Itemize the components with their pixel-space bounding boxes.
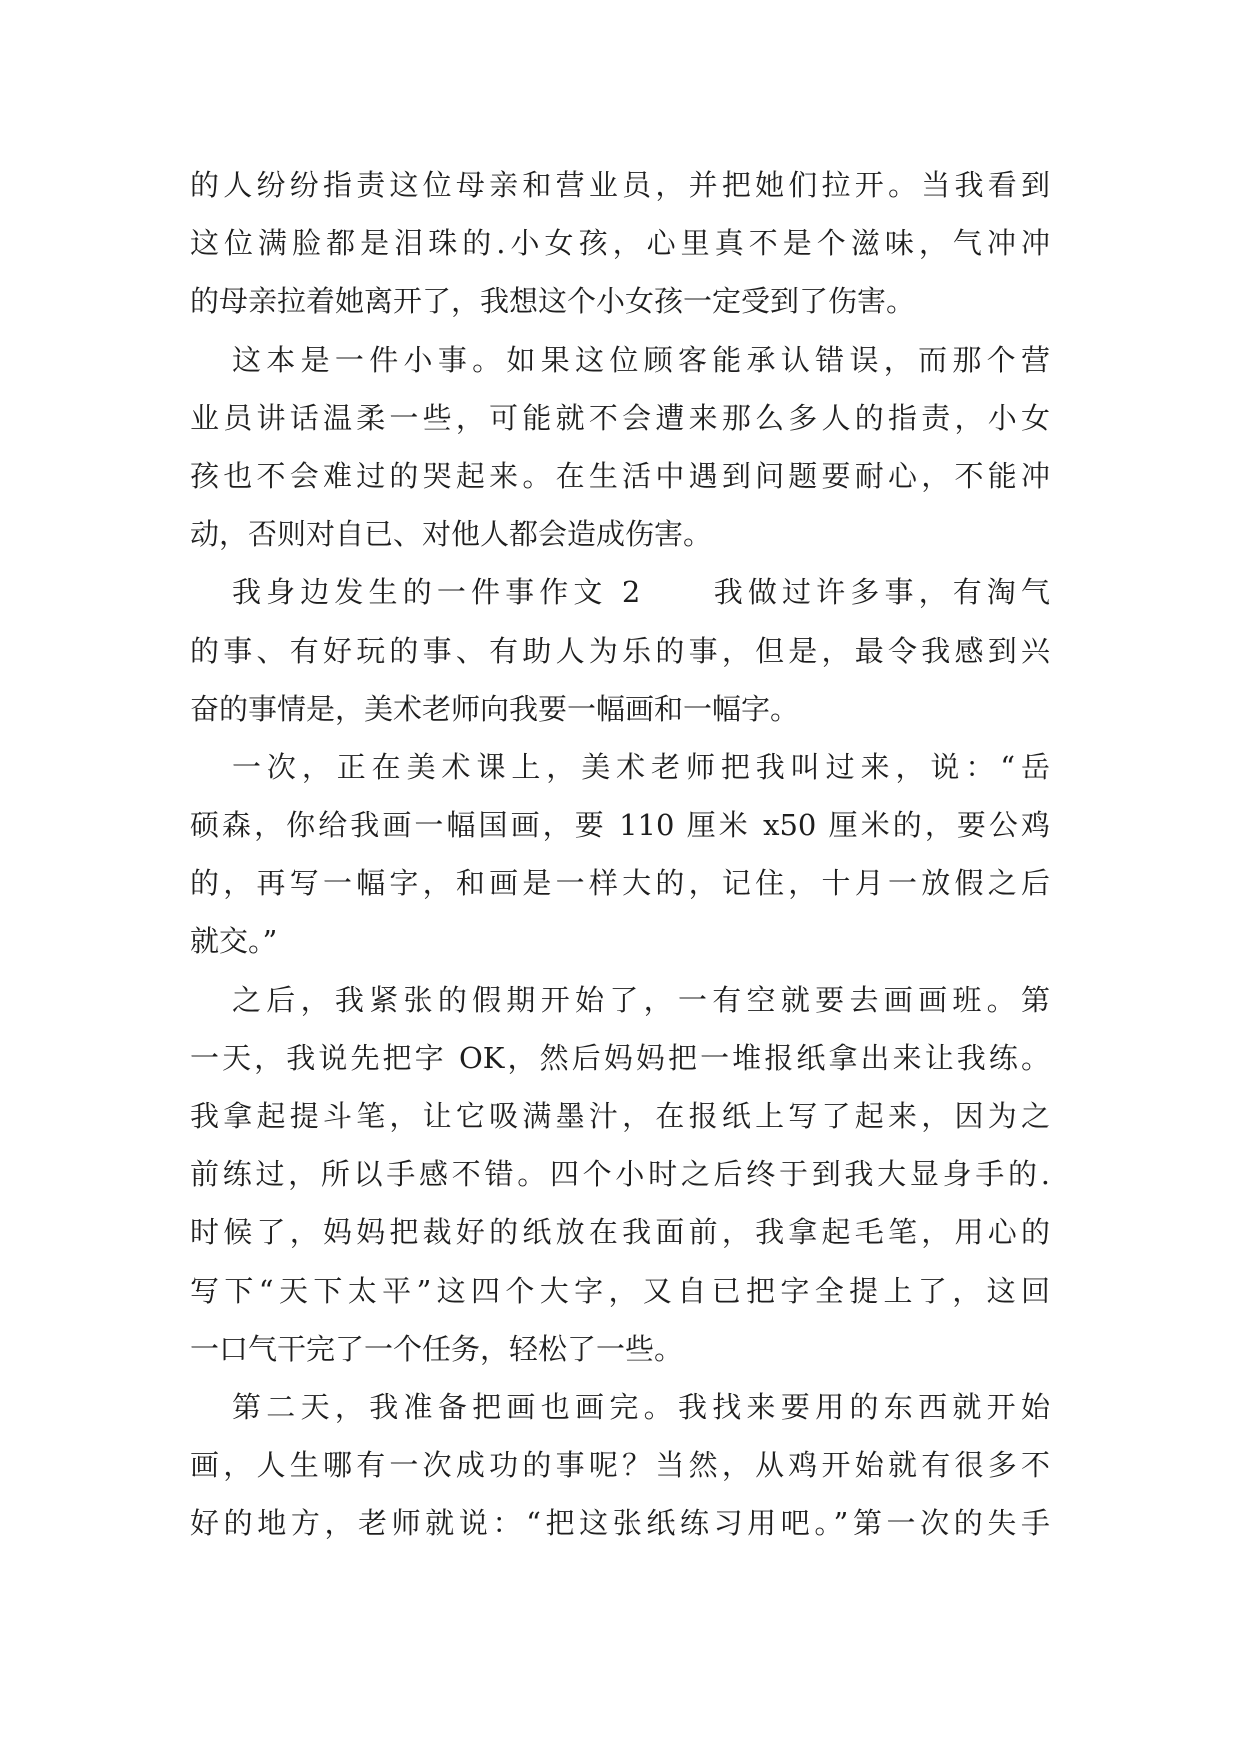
text-line: 好的地方，老师就说：“把这张纸练习用吧。”第一次的失手	[190, 1506, 1050, 1541]
document-body	[190, 156, 1050, 1553]
text-line: 画，人生哪有一次成功的事呢？当然，从鸡开始就有很多不	[190, 1448, 1050, 1483]
paragraph-first-line: 之后，我紧张的假期开始了，一有空就要去画画班。第	[232, 982, 1050, 1017]
paragraph-first-line: 一次，正在美术课上，美术老师把我叫过来，说：“岳	[232, 749, 1050, 784]
text-line: 硕森，你给我画一幅国画，要 110 厘米 x50 厘米的，要公鸡	[190, 808, 1050, 843]
text-line: 这位满脸都是泪珠的.小女孩，心里真不是个滋味，气冲冲	[190, 226, 1050, 261]
text-line: 的，再写一幅字，和画是一样大的，记住，十月一放假之后	[190, 866, 1050, 901]
text-line: 写下“天下太平”这四个大字，又自已把字全提上了，这回	[190, 1273, 1050, 1308]
text-line: 的人纷纷指责这位母亲和营业员，并把她们拉开。当我看到	[190, 168, 1050, 202]
text-line: 奋的事情是，美术老师向我要一幅画和一幅字。	[190, 691, 800, 726]
text-line: 一口气干完了一个任务，轻松了一些。	[190, 1331, 684, 1366]
text-line: 孩也不会难过的哭起来。在生活中遇到问题要耐心，不能冲	[190, 458, 1050, 493]
text-line: 时候了，妈妈把裁好的纸放在我面前，我拿起毛笔，用心的	[190, 1215, 1050, 1250]
paragraph-first-line: 这本是一件小事。如果这位顾客能承认错误，而那个营	[232, 342, 1050, 377]
text-line: 业员讲话温柔一些，可能就不会遭来那么多人的指责，小女	[190, 400, 1050, 435]
paragraph-first-line: 第二天，我准备把画也画完。我找来要用的东西就开始	[232, 1389, 1050, 1424]
text-line: 的母亲拉着她离开了，我想这个小女孩一定受到了伤害。	[190, 284, 916, 319]
text-line: 的事、有好玩的事、有助人为乐的事，但是，最令我感到兴	[190, 633, 1050, 668]
text-line: 前练过，所以手感不错。四个小时之后终于到我大显身手的.	[190, 1157, 1050, 1192]
text-line: 就交。”	[190, 924, 278, 959]
text-line: 动，否则对自已、对他人都会造成伤害。	[190, 517, 713, 552]
text-line: 一天，我说先把字 OK，然后妈妈把一堆报纸拿出来让我练。	[190, 1040, 1050, 1075]
paragraph-first-line: 我身边发生的一件事作文 2 我做过许多事，有淘气	[232, 575, 1050, 610]
text-line: 我拿起提斗笔，让它吸满墨汁，在报纸上写了起来，因为之	[190, 1099, 1050, 1133]
